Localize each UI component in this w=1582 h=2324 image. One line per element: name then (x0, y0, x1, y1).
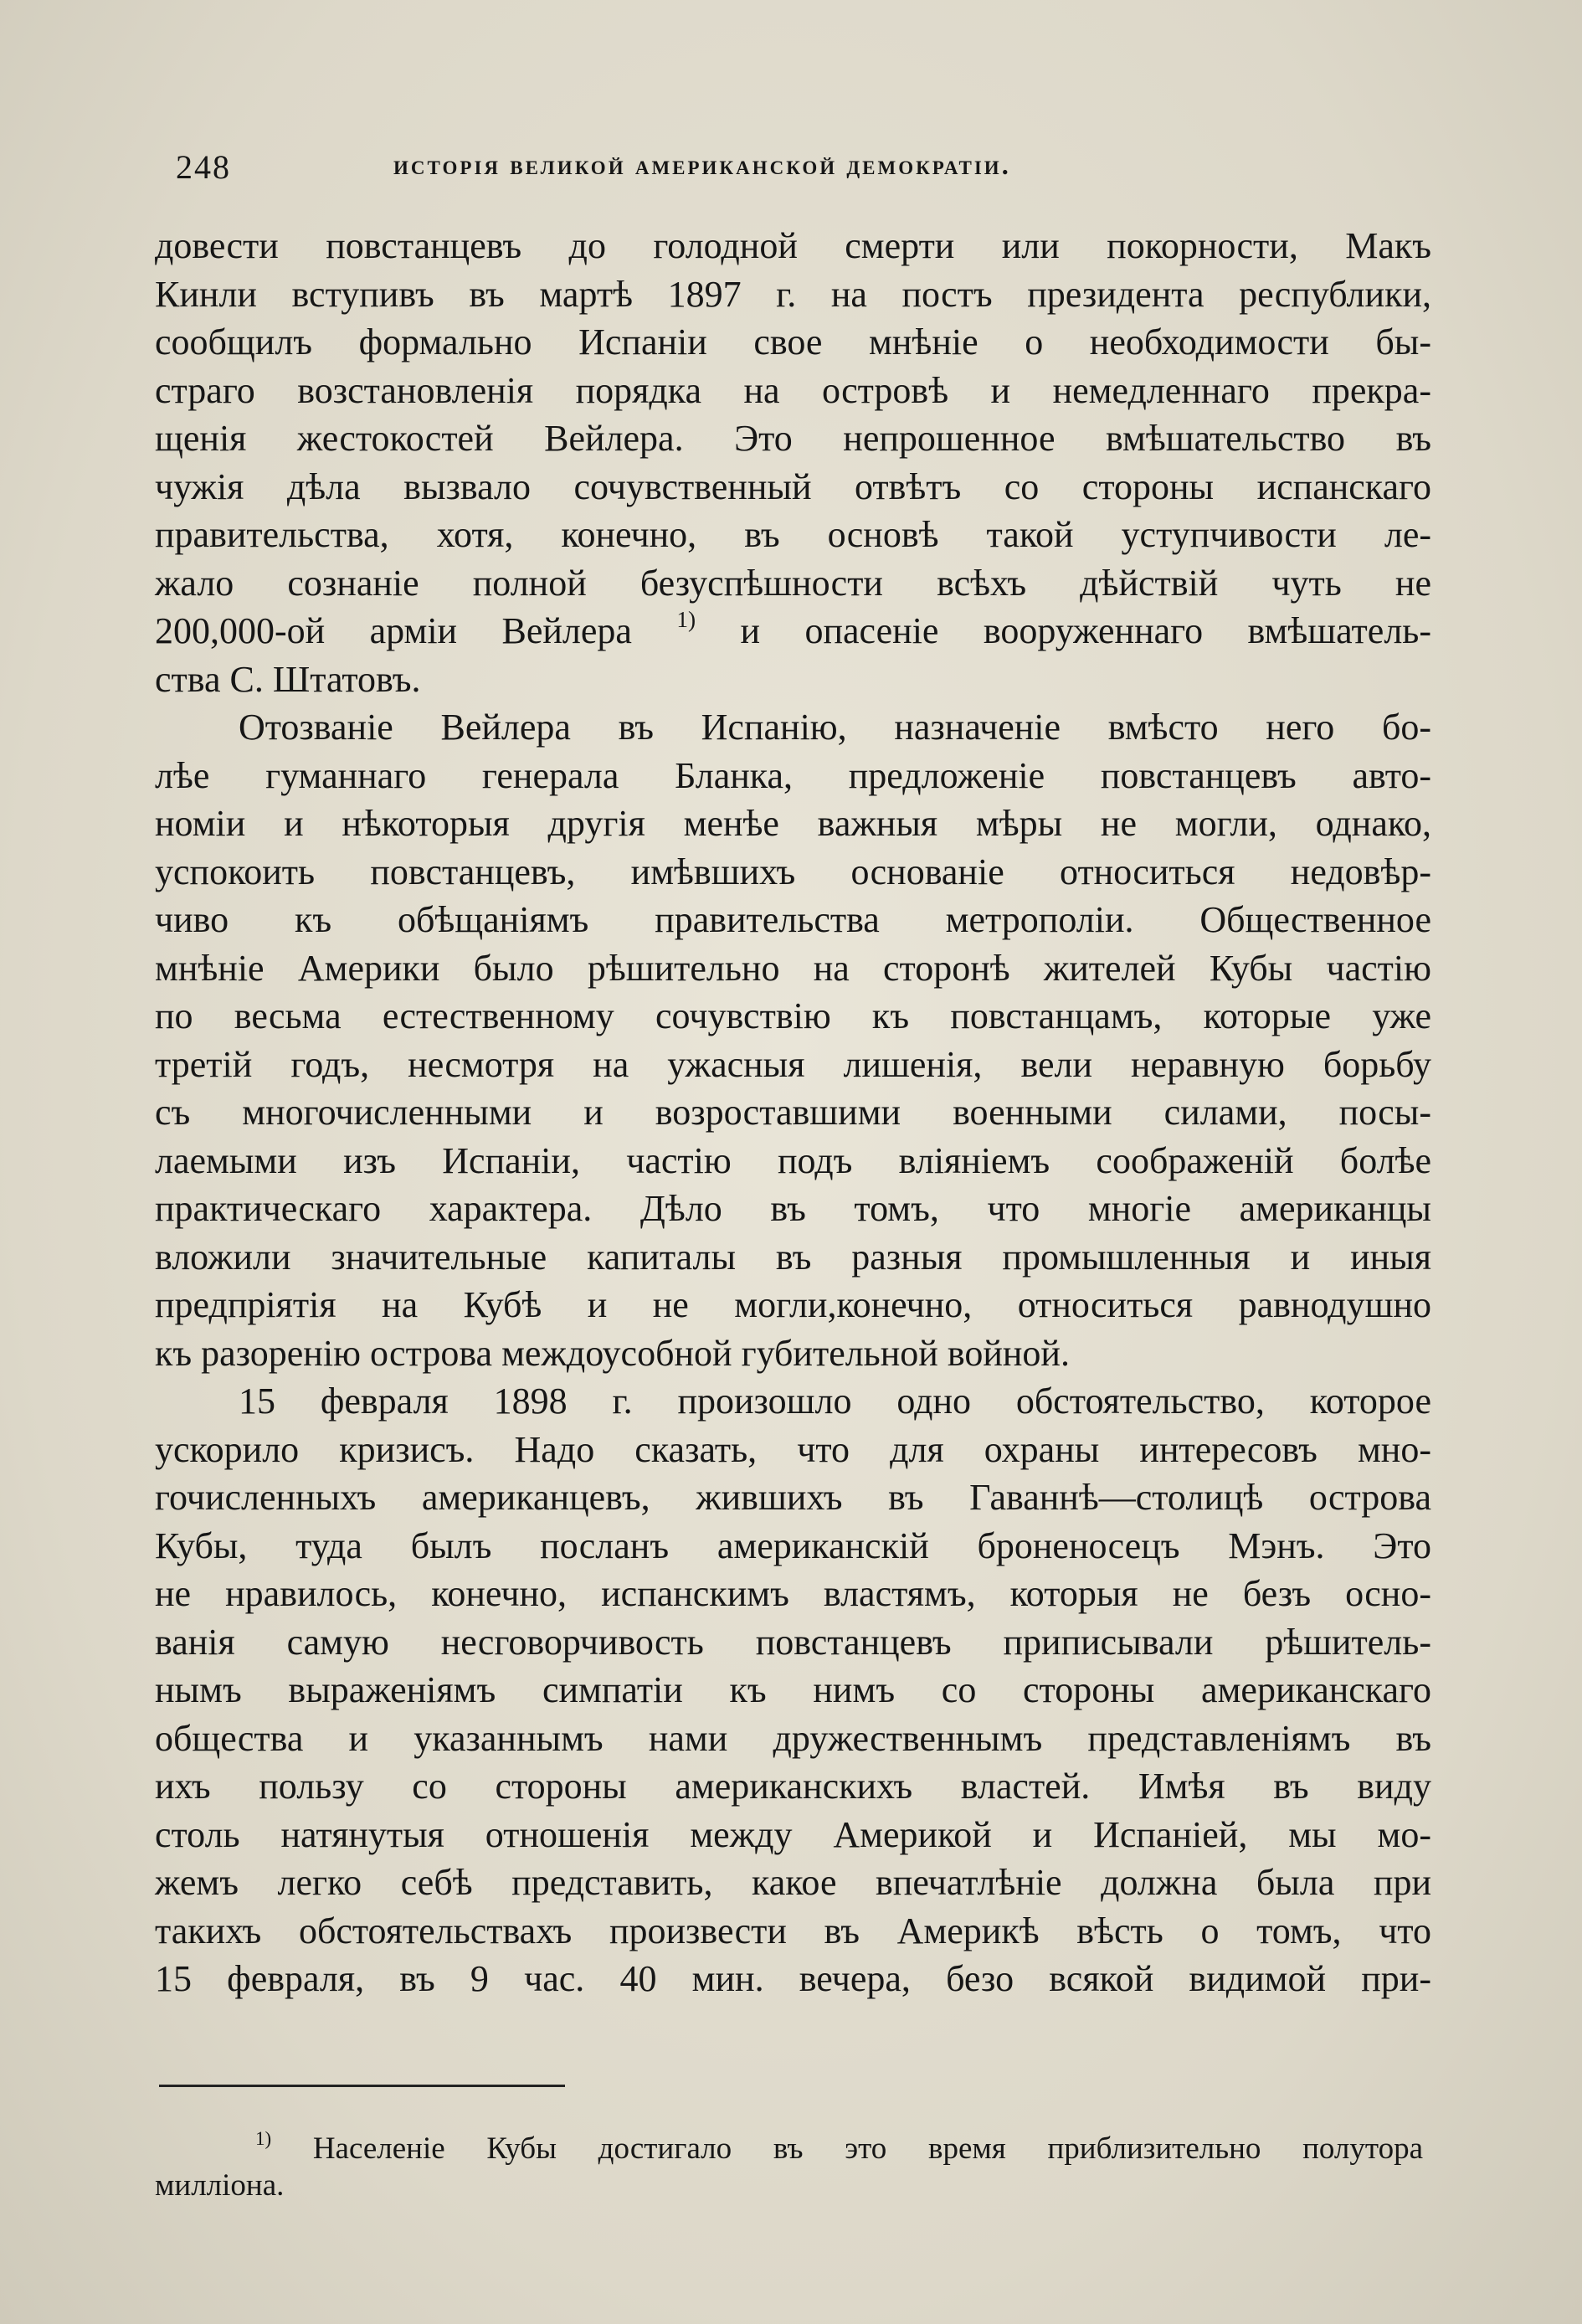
running-title: исторія великой американской демократіи. (393, 151, 1011, 181)
text-line: правительства, хотя, конечно, въ основѣ такой уступчивости ле- (155, 514, 1431, 555)
text-line: чужія дѣла вызвало сочувственный отвѣтъ со стороны испанскаго (155, 465, 1431, 507)
text-line: довести повстанцевъ до голодной смерти или покорности, Макъ (155, 225, 1431, 266)
text-line: столь натянутыя отношенія между Америкой и Испаніей, мы мо- (155, 1813, 1431, 1855)
text-line: лѣе гуманнаго генерала Бланка, предложеніе повстанцевъ авто- (155, 754, 1431, 796)
text-segment: и опасеніе вооруженнаго вмѣшатель- (740, 610, 1431, 651)
text-line: 15 февраля 1898 г. произошло одно обстоятельство, которое (239, 1381, 1431, 1422)
text-line: Кинли вступивъ въ мартѣ 1897 г. на постъ президента республики, (155, 273, 1431, 315)
text-line: третій годъ, несмотря на ужасныя лишенія, вели неравную борьбу (155, 1043, 1431, 1085)
text-line: такихъ обстоятельствахъ произвести въ Америкѣ вѣсть о томъ, что (155, 1910, 1431, 1951)
text-line: лаемыми изъ Испаніи, частію подъ вліяніемъ соображеній болѣе (155, 1139, 1431, 1181)
page-header (0, 141, 1582, 199)
footnote-divider (159, 2085, 565, 2087)
text-line: нымъ выраженіямъ симпатіи къ нимъ со стороны американскаго (155, 1669, 1431, 1710)
footnote-line: милліона. (155, 2168, 285, 2203)
text-line: жало сознаніе полной безуспѣшности всѣхъ дѣйствій чуть не (155, 562, 1431, 604)
text-line: вложили значительные капиталы въ разныя промышленныя и иныя (155, 1236, 1431, 1278)
text-line: ванія самую несговорчивость повстанцевъ приписывали рѣшитель- (155, 1621, 1431, 1663)
body-text (155, 222, 1431, 2003)
text-line: Кубы, туда былъ посланъ американскій броненосецъ Мэнъ. Это (155, 1524, 1431, 1566)
text-line: щенія жестокостей Вейлера. Это непрошенное вмѣшательство въ (155, 418, 1431, 459)
text-line: мнѣніе Америки было рѣшительно на сторонѣ жителей Кубы частію (155, 947, 1431, 989)
text-line: чиво къ обѣщаніямъ правительства метрополіи. Общественное (155, 899, 1431, 940)
page-number: 248 (176, 148, 231, 186)
text-line: ихъ пользу со стороны американскихъ властей. Имѣя въ виду (155, 1766, 1431, 1807)
text-line: сообщилъ формально Испаніи свое мнѣніе о необходимости бы- (155, 321, 1431, 362)
footnote (155, 2127, 1423, 2204)
text-line: страго возстановленія порядка на островѣ и немедленнаго прекра- (155, 369, 1431, 411)
text-line: общества и указаннымъ нами дружественнымъ представленіямъ въ (155, 1717, 1431, 1759)
text-line: 15 февраля, въ 9 час. 40 мин. вечера, безо всякой видимой при- (155, 1958, 1431, 1999)
text-line: гочисленныхъ американцевъ, жившихъ въ Гаваннѣ—столицѣ острова (155, 1477, 1431, 1518)
text-line: ства С. Штатовъ. (155, 658, 421, 700)
text-line: номіи и нѣкоторыя другія менѣе важныя мѣры не могли, однако, (155, 803, 1431, 844)
text-line: съ многочисленными и возроставшими военными силами, посы- (155, 1092, 1431, 1133)
text-line: ускорило кризисъ. Надо сказать, что для охраны интересовъ мно- (155, 1428, 1431, 1470)
footnote-line (155, 2127, 1423, 2167)
text-line: къ разоренію острова междоусобной губительной войной. (155, 1332, 1070, 1374)
text-line: предпріятія на Кубѣ и не могли,конечно, относиться равнодушно (155, 1284, 1431, 1325)
footnote-reference: 1) (676, 606, 696, 632)
text-segment: 200,000-ой арміи Вейлера (155, 610, 632, 651)
footnote-text: Населеніе Кубы достигало въ это время приблизительно полутора (312, 2131, 1423, 2166)
text-line: жемъ легко себѣ представить, какое впечатлѣніе должна была при (155, 1862, 1431, 1903)
text-line: Отозваніе Вейлера въ Испанію, назначеніе вмѣсто него бо- (239, 707, 1431, 748)
text-line-with-footnote-ref (155, 607, 1431, 656)
footnote-marker: 1) (255, 2127, 272, 2149)
text-line: по весьма естественному сочувствію къ повстанцамъ, которые уже (155, 995, 1431, 1036)
text-line: практическаго характера. Дѣло въ томъ, что многіе американцы (155, 1188, 1431, 1229)
text-line: не нравилось, конечно, испанскимъ властямъ, которыя не безъ осно- (155, 1573, 1431, 1614)
text-line: успокоить повстанцевъ, имѣвшихъ основаніе относиться недовѣр- (155, 851, 1431, 892)
